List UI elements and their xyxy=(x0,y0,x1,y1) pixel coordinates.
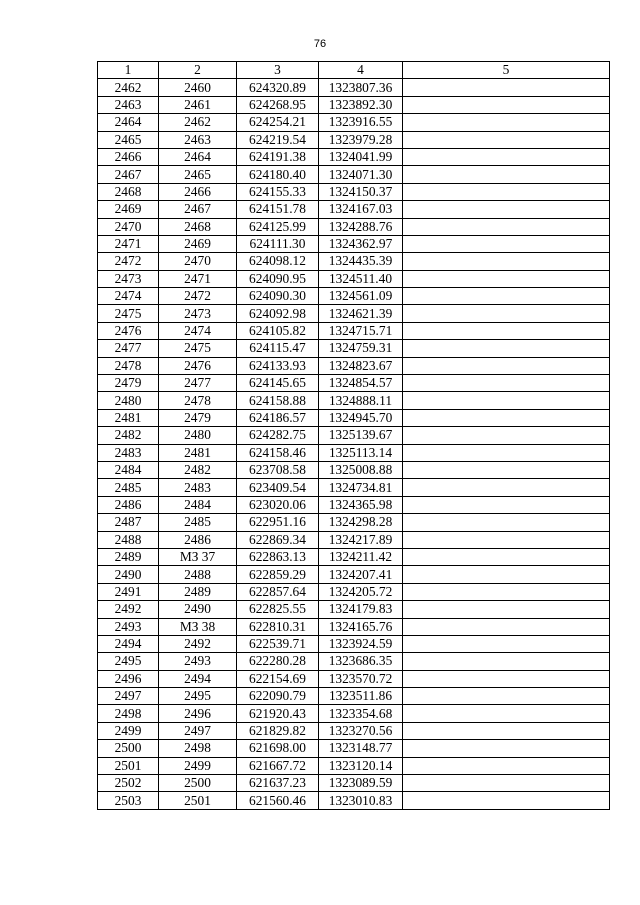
y-coordinate-cell: 1323089.59 xyxy=(319,775,403,792)
note-cell xyxy=(403,218,610,235)
y-coordinate-cell: 1323892.30 xyxy=(319,96,403,113)
previous-point-cell: 2476 xyxy=(159,357,237,374)
table-row xyxy=(98,148,610,165)
point-number-cell: 2462 xyxy=(98,79,159,96)
note-cell xyxy=(403,235,610,252)
note-cell xyxy=(403,322,610,339)
point-number-cell: 2481 xyxy=(98,409,159,426)
previous-point-cell: 2470 xyxy=(159,253,237,270)
y-coordinate-cell: 1325008.88 xyxy=(319,461,403,478)
table-row xyxy=(98,688,610,705)
table-row xyxy=(98,183,610,200)
note-cell xyxy=(403,705,610,722)
y-coordinate-cell: 1324511.40 xyxy=(319,270,403,287)
point-number-cell: 2488 xyxy=(98,531,159,548)
previous-point-cell: 2480 xyxy=(159,427,237,444)
previous-point-cell: 2494 xyxy=(159,670,237,687)
previous-point-cell: 2472 xyxy=(159,288,237,305)
coordinates-table xyxy=(97,61,610,810)
note-cell xyxy=(403,635,610,652)
x-coordinate-cell: 624254.21 xyxy=(237,114,319,131)
previous-point-cell: 2464 xyxy=(159,148,237,165)
note-cell xyxy=(403,670,610,687)
y-coordinate-cell: 1324759.31 xyxy=(319,340,403,357)
note-cell xyxy=(403,479,610,496)
point-number-cell: 2486 xyxy=(98,496,159,513)
table-body xyxy=(98,79,610,809)
point-number-cell: 2484 xyxy=(98,461,159,478)
note-cell xyxy=(403,740,610,757)
table-row xyxy=(98,479,610,496)
note-cell xyxy=(403,583,610,600)
y-coordinate-cell: 1324041.99 xyxy=(319,148,403,165)
x-coordinate-cell: 621667.72 xyxy=(237,757,319,774)
point-number-cell: 2468 xyxy=(98,183,159,200)
table-row xyxy=(98,340,610,357)
note-cell xyxy=(403,688,610,705)
table-row xyxy=(98,635,610,652)
y-coordinate-cell: 1324207.41 xyxy=(319,566,403,583)
table-row xyxy=(98,757,610,774)
previous-point-cell: 2474 xyxy=(159,322,237,339)
point-number-cell: 2503 xyxy=(98,792,159,809)
y-coordinate-cell: 1325139.67 xyxy=(319,427,403,444)
column-header-2: 2 xyxy=(159,62,237,79)
table-row xyxy=(98,670,610,687)
x-coordinate-cell: 624090.95 xyxy=(237,270,319,287)
previous-point-cell: 2467 xyxy=(159,201,237,218)
x-coordinate-cell: 622951.16 xyxy=(237,514,319,531)
previous-point-cell: 2492 xyxy=(159,635,237,652)
x-coordinate-cell: 621637.23 xyxy=(237,775,319,792)
x-coordinate-cell: 624219.54 xyxy=(237,131,319,148)
point-number-cell: 2491 xyxy=(98,583,159,600)
x-coordinate-cell: 624092.98 xyxy=(237,305,319,322)
previous-point-cell: 2479 xyxy=(159,409,237,426)
x-coordinate-cell: 622863.13 xyxy=(237,548,319,565)
y-coordinate-cell: 1324150.37 xyxy=(319,183,403,200)
x-coordinate-cell: 623708.58 xyxy=(237,461,319,478)
x-coordinate-cell: 621560.46 xyxy=(237,792,319,809)
x-coordinate-cell: 624133.93 xyxy=(237,357,319,374)
table-row xyxy=(98,461,610,478)
table-row xyxy=(98,740,610,757)
y-coordinate-cell: 1324165.76 xyxy=(319,618,403,635)
x-coordinate-cell: 624145.65 xyxy=(237,375,319,392)
table-row xyxy=(98,653,610,670)
point-number-cell: 2467 xyxy=(98,166,159,183)
previous-point-cell: 2483 xyxy=(159,479,237,496)
x-coordinate-cell: 622869.34 xyxy=(237,531,319,548)
table-row xyxy=(98,427,610,444)
table-row xyxy=(98,444,610,461)
y-coordinate-cell: 1323807.36 xyxy=(319,79,403,96)
column-header-1: 1 xyxy=(98,62,159,79)
previous-point-cell: 2471 xyxy=(159,270,237,287)
y-coordinate-cell: 1324823.67 xyxy=(319,357,403,374)
table-row xyxy=(98,201,610,218)
note-cell xyxy=(403,444,610,461)
point-number-cell: 2469 xyxy=(98,201,159,218)
x-coordinate-cell: 624111.30 xyxy=(237,235,319,252)
previous-point-cell: 2477 xyxy=(159,375,237,392)
point-number-cell: 2490 xyxy=(98,566,159,583)
x-coordinate-cell: 624191.38 xyxy=(237,148,319,165)
table-header-row xyxy=(98,62,610,79)
y-coordinate-cell: 1324435.39 xyxy=(319,253,403,270)
x-coordinate-cell: 621698.00 xyxy=(237,740,319,757)
note-cell xyxy=(403,183,610,200)
column-header-3: 3 xyxy=(237,62,319,79)
table-row xyxy=(98,322,610,339)
x-coordinate-cell: 621829.82 xyxy=(237,722,319,739)
x-coordinate-cell: 624282.75 xyxy=(237,427,319,444)
previous-point-cell: 2496 xyxy=(159,705,237,722)
previous-point-cell: 2484 xyxy=(159,496,237,513)
point-number-cell: 2497 xyxy=(98,688,159,705)
note-cell xyxy=(403,792,610,809)
note-cell xyxy=(403,427,610,444)
point-number-cell: 2480 xyxy=(98,392,159,409)
previous-point-cell: 2468 xyxy=(159,218,237,235)
previous-point-cell: 2500 xyxy=(159,775,237,792)
point-number-cell: 2500 xyxy=(98,740,159,757)
table-row xyxy=(98,270,610,287)
y-coordinate-cell: 1323511.86 xyxy=(319,688,403,705)
point-number-cell: 2474 xyxy=(98,288,159,305)
note-cell xyxy=(403,775,610,792)
x-coordinate-cell: 622154.69 xyxy=(237,670,319,687)
y-coordinate-cell: 1324734.81 xyxy=(319,479,403,496)
note-cell xyxy=(403,409,610,426)
x-coordinate-cell: 623020.06 xyxy=(237,496,319,513)
point-number-cell: 2464 xyxy=(98,114,159,131)
note-cell xyxy=(403,566,610,583)
table-row xyxy=(98,392,610,409)
y-coordinate-cell: 1324715.71 xyxy=(319,322,403,339)
column-header-4: 4 xyxy=(319,62,403,79)
y-coordinate-cell: 1324288.76 xyxy=(319,218,403,235)
note-cell xyxy=(403,392,610,409)
y-coordinate-cell: 1323270.56 xyxy=(319,722,403,739)
table-row xyxy=(98,566,610,583)
point-number-cell: 2489 xyxy=(98,548,159,565)
y-coordinate-cell: 1324365.98 xyxy=(319,496,403,513)
note-cell xyxy=(403,201,610,218)
note-cell xyxy=(403,148,610,165)
note-cell xyxy=(403,79,610,96)
point-number-cell: 2492 xyxy=(98,601,159,618)
previous-point-cell: 2463 xyxy=(159,131,237,148)
point-number-cell: 2482 xyxy=(98,427,159,444)
table-row xyxy=(98,583,610,600)
point-number-cell: 2470 xyxy=(98,218,159,235)
point-number-cell: 2502 xyxy=(98,775,159,792)
y-coordinate-cell: 1324179.83 xyxy=(319,601,403,618)
note-cell xyxy=(403,496,610,513)
note-cell xyxy=(403,601,610,618)
x-coordinate-cell: 624180.40 xyxy=(237,166,319,183)
x-coordinate-cell: 624268.95 xyxy=(237,96,319,113)
y-coordinate-cell: 1323979.28 xyxy=(319,131,403,148)
point-number-cell: 2478 xyxy=(98,357,159,374)
x-coordinate-cell: 622859.29 xyxy=(237,566,319,583)
previous-point-cell: 2498 xyxy=(159,740,237,757)
table-row xyxy=(98,548,610,565)
point-number-cell: 2499 xyxy=(98,722,159,739)
table-row xyxy=(98,618,610,635)
previous-point-cell: 2493 xyxy=(159,653,237,670)
previous-point-cell: 2482 xyxy=(159,461,237,478)
x-coordinate-cell: 624098.12 xyxy=(237,253,319,270)
x-coordinate-cell: 623409.54 xyxy=(237,479,319,496)
previous-point-cell: 2466 xyxy=(159,183,237,200)
table-row xyxy=(98,218,610,235)
note-cell xyxy=(403,288,610,305)
note-cell xyxy=(403,166,610,183)
table-row xyxy=(98,357,610,374)
x-coordinate-cell: 624090.30 xyxy=(237,288,319,305)
point-number-cell: 2463 xyxy=(98,96,159,113)
previous-point-cell: 2495 xyxy=(159,688,237,705)
table-row xyxy=(98,601,610,618)
note-cell xyxy=(403,270,610,287)
x-coordinate-cell: 622825.55 xyxy=(237,601,319,618)
note-cell xyxy=(403,253,610,270)
previous-point-cell: 2475 xyxy=(159,340,237,357)
note-cell xyxy=(403,96,610,113)
y-coordinate-cell: 1323686.35 xyxy=(319,653,403,670)
point-number-cell: 2496 xyxy=(98,670,159,687)
point-number-cell: 2477 xyxy=(98,340,159,357)
point-number-cell: 2466 xyxy=(98,148,159,165)
point-number-cell: 2485 xyxy=(98,479,159,496)
note-cell xyxy=(403,357,610,374)
y-coordinate-cell: 1324621.39 xyxy=(319,305,403,322)
point-number-cell: 2483 xyxy=(98,444,159,461)
point-number-cell: 2487 xyxy=(98,514,159,531)
previous-point-cell: 2465 xyxy=(159,166,237,183)
y-coordinate-cell: 1324362.97 xyxy=(319,235,403,252)
y-coordinate-cell: 1324298.28 xyxy=(319,514,403,531)
x-coordinate-cell: 622280.28 xyxy=(237,653,319,670)
point-number-cell: 2479 xyxy=(98,375,159,392)
point-number-cell: 2495 xyxy=(98,653,159,670)
note-cell xyxy=(403,548,610,565)
point-number-cell: 2501 xyxy=(98,757,159,774)
note-cell xyxy=(403,722,610,739)
previous-point-cell: 2488 xyxy=(159,566,237,583)
y-coordinate-cell: 1324071.30 xyxy=(319,166,403,183)
table-row xyxy=(98,722,610,739)
previous-point-cell: 2481 xyxy=(159,444,237,461)
x-coordinate-cell: 624151.78 xyxy=(237,201,319,218)
y-coordinate-cell: 1323148.77 xyxy=(319,740,403,757)
table-row xyxy=(98,775,610,792)
table-row xyxy=(98,409,610,426)
table-row xyxy=(98,496,610,513)
previous-point-cell: 2478 xyxy=(159,392,237,409)
note-cell xyxy=(403,618,610,635)
previous-point-cell: 2501 xyxy=(159,792,237,809)
table-row xyxy=(98,514,610,531)
previous-point-cell: 2486 xyxy=(159,531,237,548)
previous-point-cell: МЗ 37 xyxy=(159,548,237,565)
y-coordinate-cell: 1323924.59 xyxy=(319,635,403,652)
point-number-cell: 2465 xyxy=(98,131,159,148)
table-row xyxy=(98,288,610,305)
x-coordinate-cell: 624158.46 xyxy=(237,444,319,461)
previous-point-cell: 2462 xyxy=(159,114,237,131)
y-coordinate-cell: 1323354.68 xyxy=(319,705,403,722)
table-row xyxy=(98,235,610,252)
point-number-cell: 2494 xyxy=(98,635,159,652)
note-cell xyxy=(403,340,610,357)
note-cell xyxy=(403,375,610,392)
x-coordinate-cell: 624158.88 xyxy=(237,392,319,409)
previous-point-cell: 2461 xyxy=(159,96,237,113)
table-row xyxy=(98,253,610,270)
point-number-cell: 2472 xyxy=(98,253,159,270)
y-coordinate-cell: 1324217.89 xyxy=(319,531,403,548)
y-coordinate-cell: 1324205.72 xyxy=(319,583,403,600)
y-coordinate-cell: 1323916.55 xyxy=(319,114,403,131)
note-cell xyxy=(403,114,610,131)
point-number-cell: 2475 xyxy=(98,305,159,322)
note-cell xyxy=(403,757,610,774)
note-cell xyxy=(403,514,610,531)
previous-point-cell: 2499 xyxy=(159,757,237,774)
y-coordinate-cell: 1323570.72 xyxy=(319,670,403,687)
previous-point-cell: 2473 xyxy=(159,305,237,322)
previous-point-cell: 2497 xyxy=(159,722,237,739)
x-coordinate-cell: 624186.57 xyxy=(237,409,319,426)
y-coordinate-cell: 1324561.09 xyxy=(319,288,403,305)
y-coordinate-cell: 1324167.03 xyxy=(319,201,403,218)
note-cell xyxy=(403,305,610,322)
previous-point-cell: МЗ 38 xyxy=(159,618,237,635)
x-coordinate-cell: 624320.89 xyxy=(237,79,319,96)
y-coordinate-cell: 1323010.83 xyxy=(319,792,403,809)
table-row xyxy=(98,96,610,113)
previous-point-cell: 2485 xyxy=(159,514,237,531)
x-coordinate-cell: 622810.31 xyxy=(237,618,319,635)
table-row xyxy=(98,705,610,722)
x-coordinate-cell: 624115.47 xyxy=(237,340,319,357)
y-coordinate-cell: 1324945.70 xyxy=(319,409,403,426)
y-coordinate-cell: 1324211.42 xyxy=(319,548,403,565)
column-header-5: 5 xyxy=(403,62,610,79)
y-coordinate-cell: 1324888.11 xyxy=(319,392,403,409)
table-row xyxy=(98,792,610,809)
point-number-cell: 2473 xyxy=(98,270,159,287)
x-coordinate-cell: 622090.79 xyxy=(237,688,319,705)
x-coordinate-cell: 624155.33 xyxy=(237,183,319,200)
previous-point-cell: 2489 xyxy=(159,583,237,600)
y-coordinate-cell: 1324854.57 xyxy=(319,375,403,392)
table-row xyxy=(98,305,610,322)
point-number-cell: 2476 xyxy=(98,322,159,339)
table-row xyxy=(98,131,610,148)
page-number: 76 xyxy=(313,38,327,50)
previous-point-cell: 2460 xyxy=(159,79,237,96)
table-row xyxy=(98,375,610,392)
point-number-cell: 2498 xyxy=(98,705,159,722)
table-row xyxy=(98,166,610,183)
x-coordinate-cell: 624125.99 xyxy=(237,218,319,235)
point-number-cell: 2493 xyxy=(98,618,159,635)
x-coordinate-cell: 624105.82 xyxy=(237,322,319,339)
table-row xyxy=(98,114,610,131)
y-coordinate-cell: 1323120.14 xyxy=(319,757,403,774)
x-coordinate-cell: 621920.43 xyxy=(237,705,319,722)
note-cell xyxy=(403,531,610,548)
x-coordinate-cell: 622539.71 xyxy=(237,635,319,652)
table-row xyxy=(98,531,610,548)
x-coordinate-cell: 622857.64 xyxy=(237,583,319,600)
point-number-cell: 2471 xyxy=(98,235,159,252)
note-cell xyxy=(403,131,610,148)
y-coordinate-cell: 1325113.14 xyxy=(319,444,403,461)
note-cell xyxy=(403,653,610,670)
table-row xyxy=(98,79,610,96)
note-cell xyxy=(403,461,610,478)
previous-point-cell: 2469 xyxy=(159,235,237,252)
previous-point-cell: 2490 xyxy=(159,601,237,618)
